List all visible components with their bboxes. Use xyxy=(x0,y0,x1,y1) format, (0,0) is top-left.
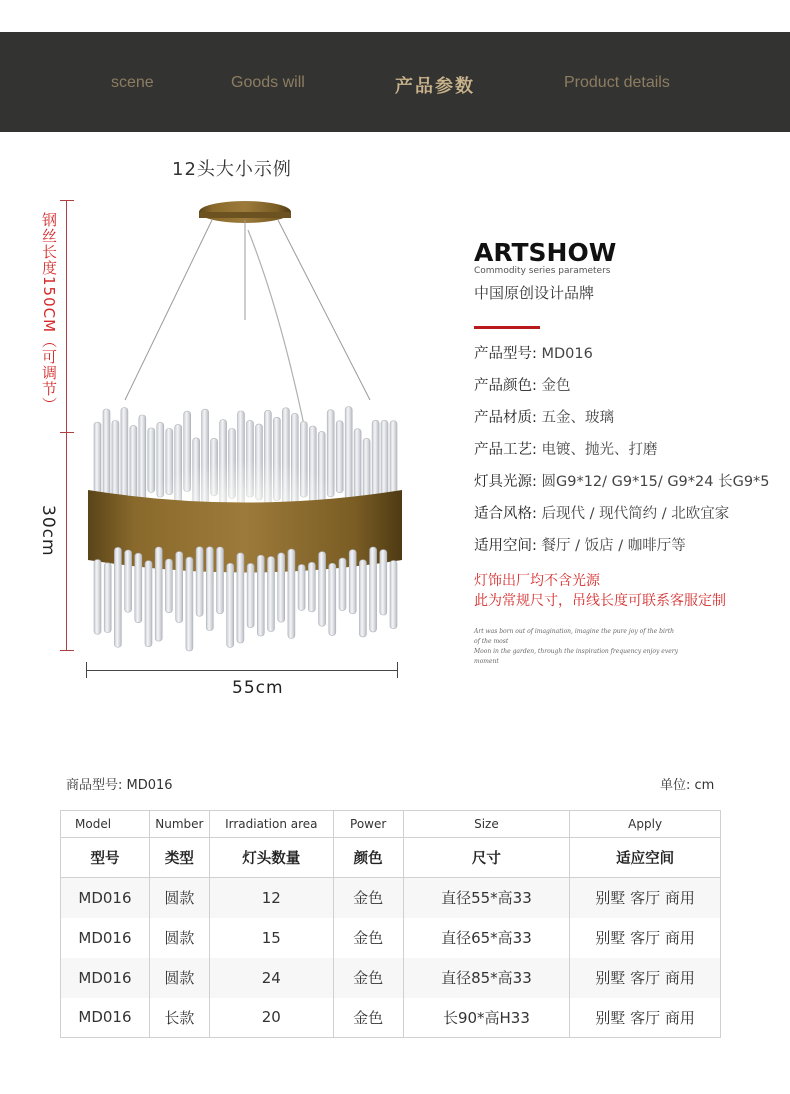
tab-scene[interactable]: scene xyxy=(111,74,154,91)
height-dimension-line xyxy=(66,200,67,650)
header-en-cell: Apply xyxy=(570,811,721,838)
table-cell: 金色 xyxy=(333,878,403,918)
width-tick-right xyxy=(397,662,398,678)
glass-tube xyxy=(308,562,315,612)
header-cn-cell: 尺寸 xyxy=(403,838,570,878)
glass-tube xyxy=(227,563,234,647)
glass-tube xyxy=(319,552,326,627)
spec-value: 餐厅 / 饭店 / 咖啡厅等 xyxy=(541,538,686,554)
glass-tube xyxy=(114,547,121,647)
header-cn-cell: 颜色 xyxy=(333,838,403,878)
brand-tagline: 中国原创设计品牌 xyxy=(474,284,595,302)
example-title: 12头大小示例 xyxy=(172,159,292,180)
spec-value: 五金、玻璃 xyxy=(541,410,614,426)
spec-value: 金色 xyxy=(541,378,571,394)
glass-tube xyxy=(349,550,356,614)
dimension-tick-mid xyxy=(60,432,74,433)
spec-style xyxy=(474,502,729,523)
glass-tube xyxy=(278,553,285,622)
script-line: moment xyxy=(474,658,499,665)
spec-value: 后现代 / 现代简约 / 北欧宜家 xyxy=(541,506,730,522)
brand-name: ARTSHOW xyxy=(474,238,617,267)
script-line: of the most xyxy=(474,638,509,645)
spec-light-source xyxy=(474,470,770,491)
spec-key: 灯具光源: xyxy=(474,474,537,490)
header-en-cell: Power xyxy=(333,811,403,838)
table-cell: MD016 xyxy=(61,998,150,1038)
glass-tube xyxy=(268,557,275,632)
spec-value: MD016 xyxy=(541,346,593,362)
header-en-cell: Number xyxy=(149,811,209,838)
glass-tube xyxy=(125,550,132,612)
width-dimension-line xyxy=(86,670,398,671)
glass-tube xyxy=(130,426,137,503)
wire-length-label: 钢丝长度150CM（可调节） xyxy=(40,212,58,414)
glass-tube xyxy=(329,563,336,635)
spec-key: 产品工艺: xyxy=(474,442,537,458)
spec-key: 产品材质: xyxy=(474,410,537,426)
unit-label: 单位: xyxy=(660,778,691,793)
spec-model xyxy=(474,342,593,363)
unit-value: cm xyxy=(694,778,715,793)
spec-value: 圆G9*12/ G9*15/ G9*24 长G9*5 xyxy=(541,474,770,490)
glass-tube xyxy=(135,553,142,623)
table-cell: 别墅 客厅 商用 xyxy=(570,918,721,958)
table-row xyxy=(61,878,721,918)
note-no-bulb: 灯饰出厂均不含光源 xyxy=(474,573,600,589)
table-cell: 12 xyxy=(209,878,333,918)
table-cell: 别墅 客厅 商用 xyxy=(570,998,721,1038)
table-cell: 圆款 xyxy=(149,958,209,998)
model-label: 商品型号: xyxy=(66,778,123,793)
glass-tube xyxy=(94,560,101,635)
header-cn-cell: 灯头数量 xyxy=(209,838,333,878)
table-cell: 金色 xyxy=(333,998,403,1038)
header-cn-cell: 类型 xyxy=(149,838,209,878)
spec-material xyxy=(474,406,614,427)
table-header-en xyxy=(61,811,721,838)
table-cell: 金色 xyxy=(333,918,403,958)
spec-color xyxy=(474,374,571,395)
brand-subtitle: Commodity series parameters xyxy=(474,266,611,276)
glass-tube xyxy=(196,547,203,616)
table-cell: 直径85*高33 xyxy=(403,958,570,998)
spec-table xyxy=(60,810,721,1038)
table-header-cn xyxy=(61,838,721,878)
width-tick-left xyxy=(86,662,87,678)
tab-goods-will[interactable]: Goods will xyxy=(231,74,305,91)
table-unit-meta xyxy=(660,774,714,793)
table-cell: 直径65*高33 xyxy=(403,918,570,958)
glass-tube xyxy=(288,549,295,638)
glass-tube xyxy=(112,421,119,506)
header-cn-cell: 适应空间 xyxy=(570,838,721,878)
glass-tube xyxy=(390,561,397,629)
table-cell: 别墅 客厅 商用 xyxy=(570,878,721,918)
top-banner xyxy=(0,32,790,132)
table-row xyxy=(61,918,721,958)
table-cell: MD016 xyxy=(61,918,150,958)
model-value: MD016 xyxy=(126,778,173,793)
glass-tube xyxy=(148,428,155,492)
table-cell: 直径55*高33 xyxy=(403,878,570,918)
glass-tube xyxy=(370,547,377,632)
spec-key: 产品颜色: xyxy=(474,378,537,394)
glass-tube xyxy=(165,559,172,613)
glass-tube xyxy=(247,563,254,627)
table-cell: 15 xyxy=(209,918,333,958)
table-cell: MD016 xyxy=(61,958,150,998)
header-en-cell: Irradiation area xyxy=(209,811,333,838)
header-cn-cell: 型号 xyxy=(61,838,150,878)
glass-tube xyxy=(336,421,343,493)
dimension-tick-bottom xyxy=(60,650,74,651)
spec-value: 电镀、抛光、打磨 xyxy=(541,442,658,458)
glass-tube xyxy=(339,558,346,610)
glass-tube xyxy=(155,547,162,641)
spec-key: 产品型号: xyxy=(474,346,537,362)
height-label: 30cm xyxy=(38,505,58,557)
glass-tube xyxy=(206,547,213,631)
glass-tube xyxy=(103,409,110,497)
glass-tube xyxy=(298,565,305,611)
glass-tube xyxy=(145,561,152,647)
table-row xyxy=(61,998,721,1038)
brand-accent-bar xyxy=(474,326,540,329)
tab-product-details[interactable]: Product details xyxy=(564,74,670,91)
glass-tube xyxy=(186,557,193,651)
tab-product-params[interactable]: 产品参数 xyxy=(395,76,475,96)
header-en-cell: Size xyxy=(403,811,570,838)
glass-tube xyxy=(257,555,264,636)
table-cell: 20 xyxy=(209,998,333,1038)
glass-tube xyxy=(380,550,387,615)
glass-tube xyxy=(359,560,366,637)
width-label: 55cm xyxy=(232,678,284,698)
spec-key: 适合风格: xyxy=(474,506,537,522)
script-line: Art was born out of imagination, imagine the pure joy of the birth xyxy=(474,628,675,635)
table-cell: 别墅 客厅 商用 xyxy=(570,958,721,998)
table-cell: 长90*高H33 xyxy=(403,998,570,1038)
header-en-cell: Model xyxy=(61,811,150,838)
glass-tube xyxy=(176,552,183,623)
table-cell: 长款 xyxy=(149,998,209,1038)
glass-tube xyxy=(345,407,352,503)
table-cell: 圆款 xyxy=(149,918,209,958)
table-cell: 金色 xyxy=(333,958,403,998)
glass-tube xyxy=(390,421,397,503)
script-line: Moon in the garden, through the inspiration frequency enjoy every xyxy=(474,648,679,655)
glass-tube xyxy=(104,563,111,633)
glass-tube xyxy=(372,420,379,505)
glass-tube xyxy=(217,547,224,614)
dimension-tick-top xyxy=(60,200,74,201)
table-cell: 24 xyxy=(209,958,333,998)
table-row xyxy=(61,958,721,998)
glass-tube xyxy=(363,438,370,499)
note-custom-size: 此为常规尺寸，吊线长度可联系客服定制 xyxy=(474,593,726,609)
glass-tube xyxy=(237,553,244,643)
spec-key: 适用空间: xyxy=(474,538,537,554)
table-cell: 圆款 xyxy=(149,878,209,918)
chandelier-image xyxy=(80,190,410,660)
spec-craft xyxy=(474,438,658,459)
table-cell: MD016 xyxy=(61,878,150,918)
spec-space xyxy=(474,534,686,555)
table-model-meta xyxy=(66,774,173,793)
